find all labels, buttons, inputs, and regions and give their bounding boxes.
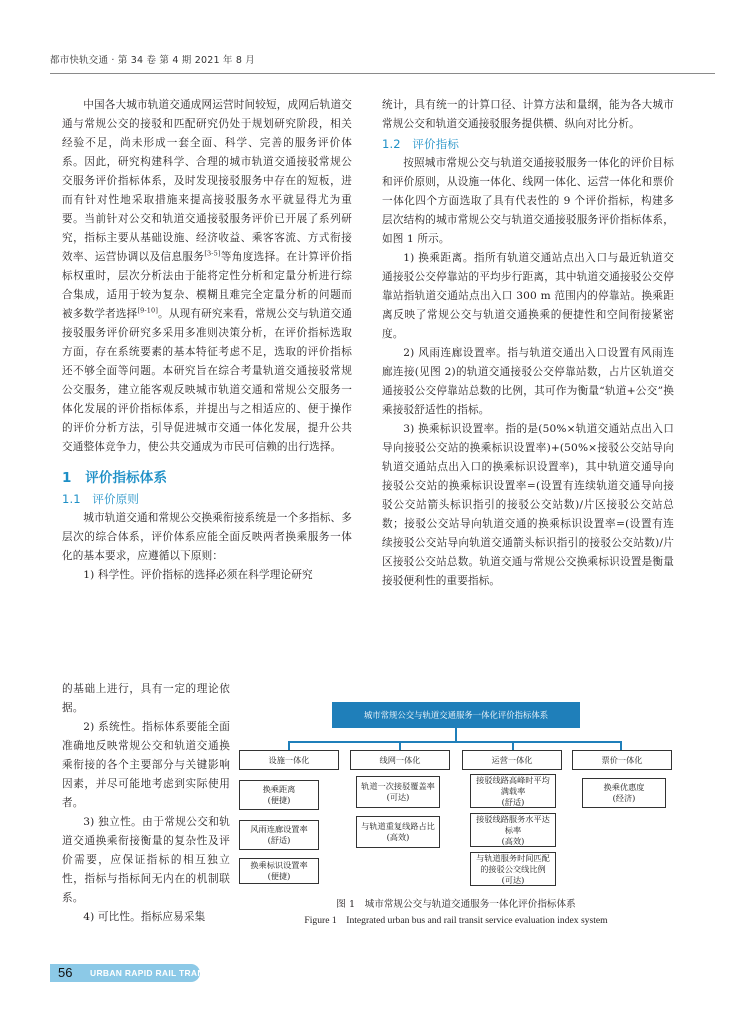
figure-1 xyxy=(236,698,676,898)
intro-paragraph: 中国各大城市轨道交通成网运营时间较短，成网后轨道交通与常规公交的接驳和匹配研究仍处于规划研究阶段，相关经验不足，尚未形成一套全面、科学、完善的服务评价体系。因此，研究构建科学、合理的城市轨道交通接驳常规公交服务评价指标体系，及时发现接驳服务中存在的短板，进而有针对性地采取措施来提高接驳服务水平就显得尤为重要。当前针对公交和轨道交通接驳服务评价已开展了系列研究，指标主要从基础设施、经济收益、乘客客流、方式衔接效率、运营协调以及信息服务[3-5]等角度选择。在计算评价指标权重时，层次分析法由于能将定性分析和定量分析进行综合集成，适用于较为复杂、模糊且难完全定量分析的问题而被多数学者选择[9-10]。从现有研究来看，常规公交与轨道交通接驳服务评价研究多采用多准则决策分析，在评价指标选取方面，存在系统要素的基本特征考虑不足，选取的评价指标还不够全面等问题。本研究旨在综合考量轨道交通接驳常规公交服务，建立能客观反映城市轨道交通和常规公交服务一体化发展的评价指标体系，并提出与之相适应的、便于操作的评价分析方法，引导促进城市交通一体化发展，提升公共交通整体竞争力，使公共交通成为市民可信赖的出行选择。 xyxy=(62,99,352,453)
citation-3-5: [3-5] xyxy=(204,249,221,258)
right-column xyxy=(382,96,674,591)
section-1-heading: 1 评价指标体系 xyxy=(62,470,168,486)
connector-horizontal xyxy=(288,741,622,743)
principle-1-line: 1) 科学性。评价指标的选择必须在科学理论研究 xyxy=(83,569,313,581)
indicators-intro: 按照城市常规公交与轨道交通接驳服务一体化的评价目标和评价原则，从设施一体化、线网一体化、运营一体化和票价一体化四个方面选取了具有代表性的 9 个评价指标，构建多层次结构的城市常规公交与轨道交通接驳服务评价指标体系，如图 1 所示。 xyxy=(382,157,674,245)
category-facility: 设施一体化 xyxy=(239,750,339,770)
indicator-node: 与轨道重复线路占比 (高效) xyxy=(356,816,440,848)
figure-caption-en: Figure 1 Integrated urban bus and rail transit service evaluation index system xyxy=(304,915,608,926)
comparability-continued: 统计，具有统一的计算口径、计算方法和量纲，能为各大城市常规公交和轨道交通接驳服务提供横、纵向对比分析。 xyxy=(382,99,674,130)
connector-cat-1 xyxy=(288,741,290,750)
section-1-2-heading: 1.2 评价指标 xyxy=(382,137,459,151)
figure-root-node: 城市常规公交与轨道交通服务一体化评价指标体系 xyxy=(332,702,580,728)
figure-caption-cn: 图 1 城市常规公交与轨道交通服务一体化评价指标体系 xyxy=(336,899,576,910)
running-head: 都市快轨交通 · 第 34 卷 第 4 期 2021 年 8 月 xyxy=(50,55,255,66)
left-column xyxy=(62,96,352,585)
citation-9-10: [9-10] xyxy=(137,306,159,315)
connector-cat-4 xyxy=(620,741,622,750)
journal-name: URBAN RAPID RAIL TRANSIT xyxy=(90,968,218,978)
page-number: 56 xyxy=(58,965,73,980)
indicator-node: 与轨道服务时间匹配的接驳公交线比例 (可达) xyxy=(470,852,556,886)
connector-root-stem xyxy=(455,728,457,742)
principle-2: 2) 系统性。指标体系要能全面准确地反映常规公交和轨道交通换乘衔接的各个主要部分与关键影响因素，并尽可能地考虑到实际使用者。 xyxy=(62,721,230,809)
indicator-node: 风雨连廊设置率 (舒适) xyxy=(239,820,319,850)
indicator-transfer-distance: 1) 换乘距离。指所有轨道交通站点出入口与最近轨道交通接驳公交停靠站的平均步行距离，其中轨道交通接驳公交停靠站指轨道交通站点出入口 300 m 范围内的停靠站。换乘距离反映了常规公交与轨道交通换乘的便捷性和空间衔接紧密度。 xyxy=(382,252,674,340)
principles-intro: 城市轨道交通和常规公交换乘衔接系统是一个多指标、多层次的综合体系，评价体系应能全面反映两者换乘服务一体化的基本要求，应遵循以下原则： xyxy=(62,512,352,562)
section-1-1-heading: 1.1 评价原则 xyxy=(62,492,139,506)
category-fare: 票价一体化 xyxy=(572,750,672,770)
principle-3: 3) 独立性。由于常规公交和轨道交通换乘衔接衡量的复杂性及评价需要，应保证指标的相互独立性，指标与指标间无内在的机制联系。 xyxy=(62,816,230,904)
indicator-node: 接驳线路服务水平达标率 (高效) xyxy=(470,813,556,847)
indicator-covered-walkway: 2) 风雨连廊设置率。指与轨道交通出入口设置有风雨连廊连接(见图 2)的轨道交通接驳公交停靠站数，占片区轨道交通接驳公交停靠站总数的比例，其可作为衡量“轨道+公交”换乘接驳舒适性的指标。 xyxy=(382,347,674,416)
category-network: 线网一体化 xyxy=(350,750,450,770)
indicator-node: 轨道一次接驳覆盖率 (可达) xyxy=(356,776,440,808)
indicator-node: 换乘优惠度 (经济) xyxy=(582,778,666,808)
connector-cat-3 xyxy=(512,741,514,750)
category-operation: 运营一体化 xyxy=(462,750,562,770)
principle-4: 4) 可比性。指标应易采集 xyxy=(83,911,206,923)
connector-cat-2 xyxy=(399,741,401,750)
header-divider xyxy=(50,73,715,74)
indicator-signage: 3) 换乘标识设置率。指的是(50%×轨道交通站点出入口导向接驳公交站的换乘标识设置率)+(50%×接驳公交站导向轨道交通站点出入口的换乘标识设置率)，其中轨道交通导向接驳公交站的换乘标识设置率=(设置有连续轨道交通导向接驳公交站箭头标识指引的接驳公交站数)/片区接驳公交站总数；接驳公交站导向轨道交通的换乘标识设置率=(设置有连续接驳公交站导向轨道交通箭头标识指引的接驳公交站数)/片区接驳公交站总数。轨道交通与常规公交换乘标识设置是衡量接驳便利性的重要指标。 xyxy=(382,423,674,587)
left-narrow-column xyxy=(62,680,230,927)
principle-1-continued: 的基础上进行，具有一定的理论依据。 xyxy=(62,683,230,714)
indicator-node: 接驳线路高峰时平均满载率 (舒适) xyxy=(470,774,556,808)
indicator-node: 换乘标识设置率 (便捷) xyxy=(239,858,319,884)
indicator-node: 换乘距离 (便捷) xyxy=(239,780,319,810)
